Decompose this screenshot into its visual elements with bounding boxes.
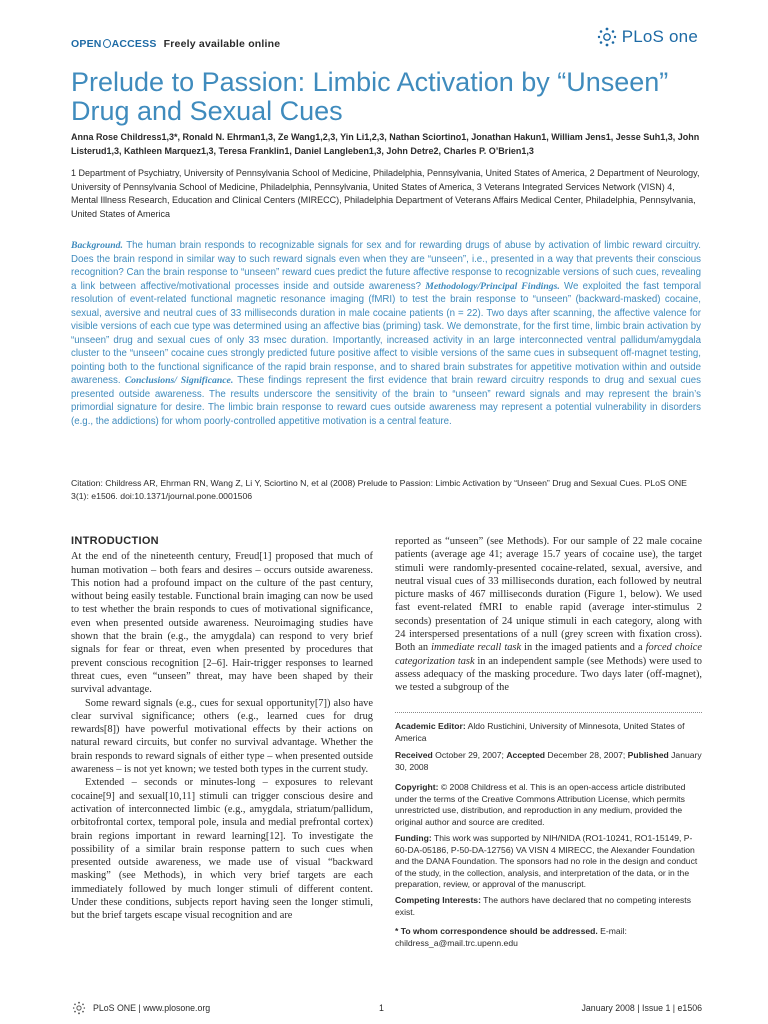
abstract-methods-text: We exploited the fast temporal resolution of event-related functional magnetic resonance imaging (fMRI) to test the brain response to “unseen” (backward-masked) cocaine, sexual, aversive and neutral cues of 33 milliseconds duration in male cocaine patients (n = 22). Two days after scanning, the affective valence for visible versions of each cue type was determined using an affective bias (priming) task. We demonstrate, for the first time, limbic brain activation by “unseen” drug and sexual cues of only 33 msec duration. Importantly, increased activity in an large interconnected ventral pallidum/amygdala cluster to the “unseen” cocaine cues strongly predicted future positive affect to visible versions of the same cues in subsequent off-magnet testing, pointing both to the functional significance of the rapid brain response, and to shared brain substrates for appetitive motivation within and outside awareness.	[71, 280, 701, 386]
article-title: Prelude to Passion: Limbic Activation by “Unseen” Drug and Sexual Cues	[71, 67, 669, 126]
open-access-lock-icon	[103, 39, 111, 48]
correspondence: * To whom correspondence should be addressed. E-mail: childress_a@mail.trc.upenn.edu	[395, 926, 627, 948]
footer-journal-link[interactable]: PLoS ONE | www.plosone.org	[93, 1003, 211, 1013]
journal-logo	[595, 26, 698, 48]
freely-available-label: Freely available online	[163, 38, 281, 50]
abstract-background-text: The human brain responds to recognizable signals for sex and for rewarding drugs of abuse by activation of limbic reward circuitry. Does the brain respond in similar way to such reward signals even when they are “unseen”, i.e., presented in a way that prevents their conscious recognition? Can the brain response to “unseen” reward cues predict the future affective response to recognizable versions of such cues, revealing a link between affective/motivational processes inside and outside awareness?	[71, 240, 701, 292]
column-divider	[395, 712, 702, 713]
correspondence-email-link[interactable]: E-mail: childress_a@mail.trc.upenn.edu	[395, 926, 627, 948]
abstract-methods-heading: Methodology/Principal Findings.	[425, 280, 560, 292]
citation: Citation: Childress AR, Ehrman RN, Wang Z, Li Y, Sciortino N, et al (2008) Prelude to Passion: Limbic Activation by “Unseen” Drug and Sexual Cues. PLoS ONE 3(1): e1506. doi:10.1371/journal.pone.0001506	[71, 478, 687, 501]
author-list	[71, 130, 701, 158]
affiliations: 1 Department of Psychiatry, University of Pennsylvania School of Medicine, Philadelphia, Pennsylvania, United States of America, 2 Department of Neurology, University of Pennsylvania School of Medicine, Philadelphia, Pennsylvania, United States of America, 3 Veterans Integrated Services Network (VISN) 4, Mental Illness Research, Education and Clinical Centers (MIRECC), Philadelphia Department of Veterans Affairs Medical Center, Philadelphia, Pennsylvania, United States of America	[71, 168, 700, 219]
intro-paragraph: Some reward signals (e.g., cues for sexual opportunity[7]) also have clear survival significance; others (e.g., learned cues for drug rewards[8]) have powerful motivational effects by their actions on natural reward circuits, but confer no survival advantage. Whether the brain responds to reward signals of either type – when presented outside awareness – is not yet known; we tested both types in the current study.	[71, 697, 373, 776]
received-dates: Received October 29, 2007; Accepted December 28, 2007; Published January 30, 2008	[395, 750, 702, 772]
plos-dots-icon	[595, 26, 619, 48]
abstract-conclusions-text: These findings represent the first evidence that brain reward circuitry responds to drug and sexual cues presented outside awareness. The results underscore the sensitivity of the brain to “unseen” reward signals and may represent the brain’s primordial signature for desire. The limbic brain response to reward cues outside awareness may represent a potential vulnerability in disorders (e.g., the addictions) for whom poorly-controlled appetitive motivation is a central feature.	[71, 375, 702, 427]
academic-editor: Academic Editor: Aldo Rustichini, University of Minnesota, United States of America	[395, 721, 685, 743]
open-label: OPEN	[71, 38, 102, 50]
footer-issue-info: January 2008 | Issue 1 | e1506	[581, 1003, 702, 1013]
intro-paragraph: At the end of the nineteenth century, Freud[1] proposed that much of human motivation – both fears and desires – occurs outside awareness. This notion had a profound impact on the culture of the past century, without being easily testable. Functional brain imaging can now be used to test whether the brain responds to cues of motivational significance, even when presented outside awareness. Neuroimaging studies have shown that the brain (e.g., the amygdala) can respond to very brief signals for fear or threat, even when presented by procedures that prevent conscious recognition [2–6]. Hair-trigger responses to learned threat cues, even “unseen” threat, may have been shaped by their survival advantage.	[71, 551, 373, 696]
intro-paragraph-continued: reported as “unseen” (see Methods). For our sample of 22 male cocaine patients (average age 41; average 15.7 years of cocaine use), the target stimuli were randomly-presented cocaine-related, sexual, aversive, and neutral visual cues of 33 milliseconds duration, each followed by neutral picture masks of 467 milliseconds duration (Figure 1, below). We used fast event-related fMRI to enable rapid (average inter-stimulus 2 seconds) presentation of 24 unique stimuli in each category, along with 24 interspersed presentations of a null (grey screen with fixation cross). Both an immediate recall task in the imaged patients and a forced choice categorization task in an independent sample (see Methods) were used to assess adequacy of the masking procedure. Two days later (off-magnet), we tested a subgroup of the	[395, 536, 702, 694]
section-heading-introduction: INTRODUCTION	[71, 535, 159, 547]
abstract-conclusions-heading: Conclusions/ Significance.	[124, 375, 234, 386]
author-line: Listerud1,3, Kathleen Marquez1,3, Teresa Franklin1, Daniel Langleben1,3, John Detre2, Charles P. O’Brien1,3	[71, 146, 534, 156]
abstract	[71, 239, 701, 428]
author-line: Anna Rose Childress1,3*, Ronald N. Ehrman1,3, Ze Wang1,2,3, Yin Li1,2,3, Nathan Sciortino1, Jonathan Hakun1, William Jens1, Jesse Suh1,3, John	[71, 132, 700, 142]
competing-interests: Competing Interests: The authors have declared that no competing interests exist.	[395, 895, 691, 917]
access-label: ACCESS	[111, 38, 157, 50]
intro-paragraph: Extended – seconds or minutes-long – exposures to relevant cocaine[9] and sexual[10,11] stimuli can trigger conscious desire and activation of interconnected limbic (e.g., amygdala, striatum/pallidum, orbitofrontal cortex, temporal pole, insula and medial prefrontal cortex) brain regions important in reward learning[12]. To investigate the possibility of a similar brain response pattern to such cues when presented outside awareness, we made use of visual “backward masking” (see Methods), in which very brief targets are each immediately followed by much longer stimuli of different content. Under these conditions, subjects report having seen the longer stimuli, but the brief targets escape visual recognition and are	[71, 777, 373, 922]
plos-dots-icon	[71, 1000, 87, 1016]
open-access-banner	[71, 38, 280, 50]
introduction-right-column	[395, 535, 702, 695]
introduction-left-column	[71, 535, 373, 923]
page-number: 1	[379, 1003, 384, 1013]
journal-name: PLoS one	[621, 27, 698, 46]
funding-statement: Funding: This work was supported by NIH/NIDA (RO1-10241, RO1-15149, P-60-DA-05186, P-50-DA-12756) VA VISN 4 MIRECC, the Alexander Foundation and the DANA Foundation. The sponsors had no role in the design and conduct of the study, in the collection, analysis, and interpretation of the data, or in the preparation, review, or approval of the manuscript.	[395, 833, 698, 889]
footer-left	[71, 1000, 210, 1016]
abstract-background-heading: Background.	[71, 240, 123, 251]
copyright-notice: Copyright: © 2008 Childress et al. This is an open-access article distributed under the terms of the Creative Commons Attribution License, which permits unrestricted use, distribution, and reproduction in any medium, provided the original author and source are credited.	[395, 782, 686, 827]
